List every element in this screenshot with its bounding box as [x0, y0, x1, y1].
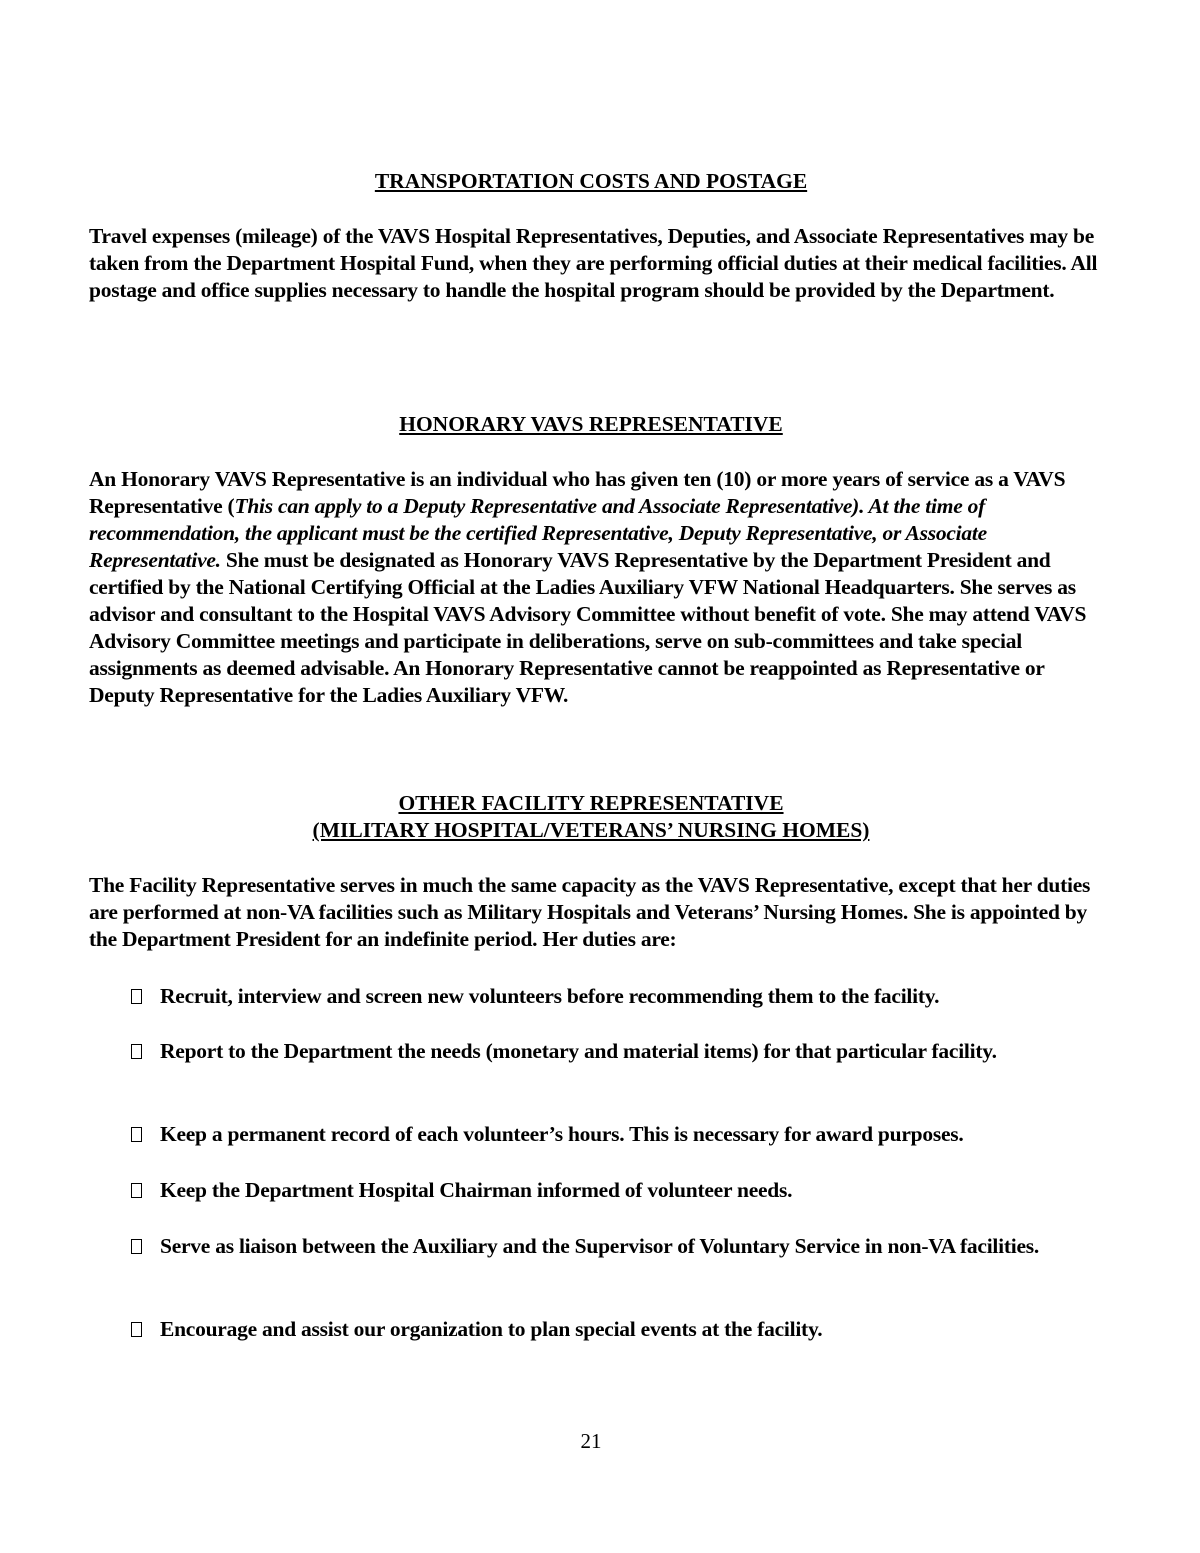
duty-list-item	[131, 1316, 1101, 1343]
transportation-heading: TRANSPORTATION COSTS AND POSTAGE	[374, 169, 808, 193]
other-facility-subheading: (MILITARY HOSPITAL/VETERANS’ NURSING HOMES)	[312, 818, 870, 842]
honorary-heading: HONORARY VAVS REPRESENTATIVE	[399, 412, 783, 436]
duty-text: Serve as liaison between the Auxiliary and the Supervisor of Voluntary Service in non-VA facilities.	[160, 1234, 1040, 1258]
bullet-icon	[131, 1183, 142, 1198]
duty-list-item	[131, 983, 1101, 1010]
bullet-icon	[131, 1239, 142, 1254]
duty-text: Encourage and assist our organization to plan special events at the facility.	[160, 1317, 823, 1341]
duty-list-item	[131, 1177, 1101, 1204]
other-facility-heading: OTHER FACILITY REPRESENTATIVE	[398, 791, 784, 815]
duty-text: Keep a permanent record of each volunteer’s hours. This is necessary for award purposes.	[160, 1122, 964, 1146]
duty-list-item	[131, 1233, 1101, 1260]
duty-text: Recruit, interview and screen new volunteers before recommending them to the facility.	[160, 984, 940, 1008]
bullet-icon	[131, 989, 142, 1004]
bullet-icon	[131, 1127, 142, 1142]
duty-text: Report to the Department the needs (monetary and material items) for that particular facility.	[160, 1039, 997, 1063]
bullet-icon	[131, 1044, 142, 1059]
honorary-body-part2: She must be designated as Honorary VAVS Representative by the Department President and certified by the National Certifying Official at the Ladies Auxiliary VFW National Headquarters. She serves as advisor and consultant to the Hospital VAVS Advisory Committee without benefit of vote. She may attend VAVS Advisory Committee meetings and participate in deliberations, serve on sub-committees and take special assignments as deemed advisable. An Honorary Representative cannot be reappointed as Representative or Deputy Representative for the Ladies Auxiliary VFW.	[89, 548, 1087, 707]
honorary-paragraph	[89, 466, 1101, 709]
duty-list-item	[131, 1038, 1101, 1065]
other-facility-paragraph: The Facility Representative serves in much the same capacity as the VAVS Representative, except that her duties are performed at non-VA facilities such as Military Hospitals and Veterans’ Nursing Homes. She is appointed by the Department President for an indefinite period. Her duties are:	[89, 873, 1091, 951]
transportation-paragraph: Travel expenses (mileage) of the VAVS Hospital Representatives, Deputies, and Associate Representatives may be taken from the Department Hospital Fund, when they are performing official duties at their medical facilities. All postage and office supplies necessary to handle the hospital program should be provided by the Department.	[89, 224, 1098, 302]
bullet-icon	[131, 1322, 142, 1337]
honorary-body-part1: An Honorary VAVS Representative is an individual who has given ten (10) or more years of service as a VAVS Representative (	[89, 467, 1066, 518]
page-number: 21	[580, 1429, 602, 1453]
duty-list-item	[131, 1121, 1101, 1148]
duty-text: Keep the Department Hospital Chairman informed of volunteer needs.	[160, 1178, 793, 1202]
honorary-body-italic: This can apply to a Deputy Representative and Associate Representative). At the time of recommendation, the applicant must be the certified Representative, Deputy Representative, or Associate Representative.	[89, 494, 987, 572]
